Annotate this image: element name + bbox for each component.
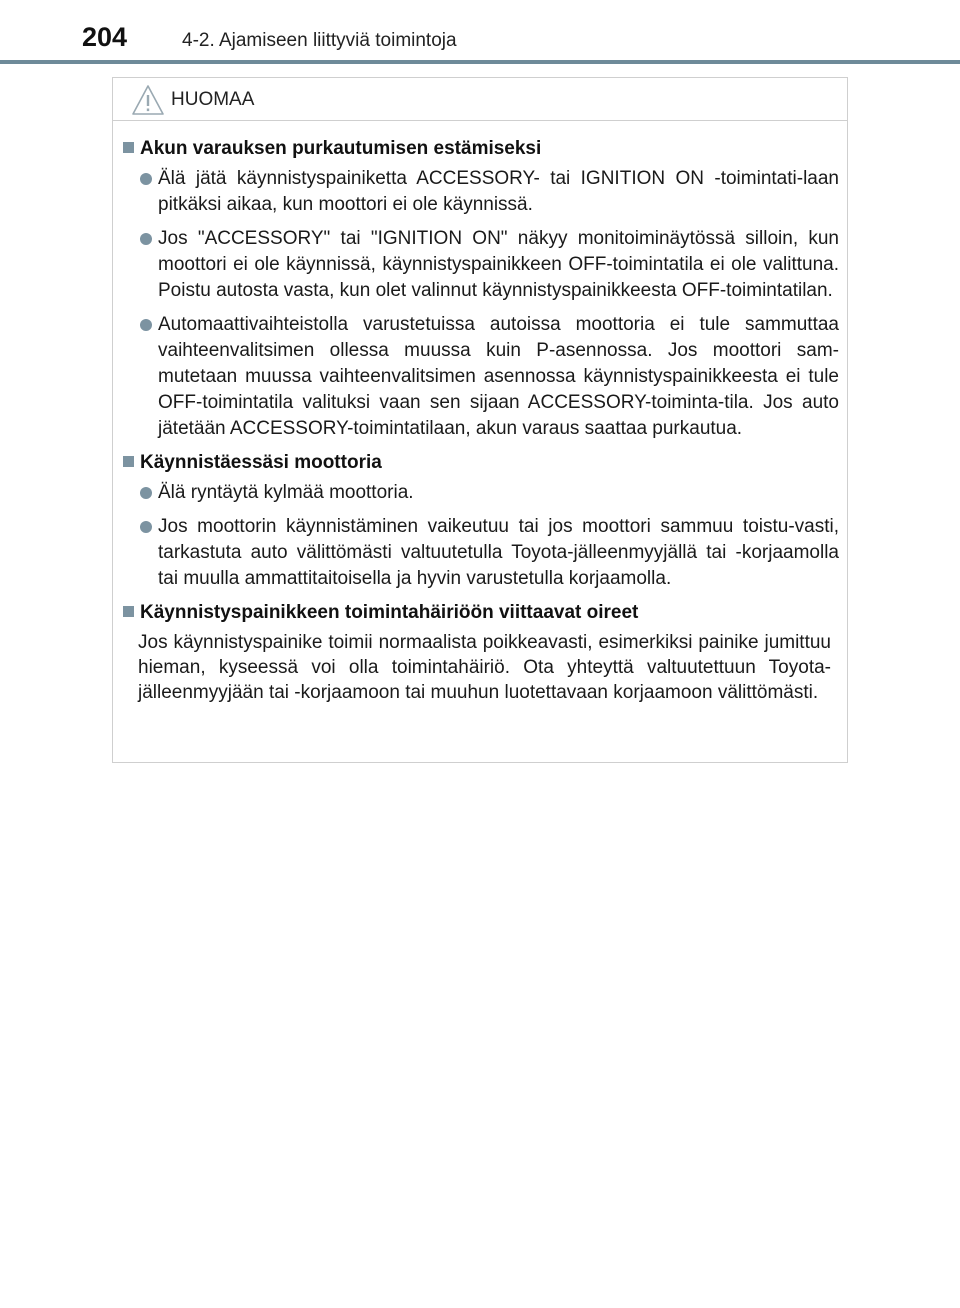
bullet-text: Jos "ACCESSORY" tai "IGNITION ON" näkyy monitoiminäytössä silloin, kun moottori ei ole käynnissä, käynnistyspainikkeen OFF-toimintatila ei ole valittuna. Poistu autosta vasta, kun olet valinnut käynnistyspainikkeesta OFF-toimintatilan. <box>158 228 839 301</box>
bullet-item <box>123 514 839 592</box>
circle-bullet-icon <box>140 521 152 533</box>
circle-bullet-icon <box>140 319 152 331</box>
section-paragraph: Jos käynnistyspainike toimii normaalista poikkeavasti, esimerkiksi painike jumittuu hieman, kyseessä voi olla toimintahäiriö. Ota yhteyttä valtuutettuun Toyota-jälleenmyyjään tai -korjaamoon tai muuhun luotettavaan korjaamoon välittömästi. <box>138 632 831 703</box>
page-header <box>0 0 960 64</box>
bullet-item <box>123 312 839 442</box>
section-heading <box>123 450 839 476</box>
warning-triangle-icon <box>131 84 165 116</box>
square-bullet-icon <box>123 606 134 617</box>
bullet-text: Älä ryntäytä kylmää moottoria. <box>158 482 414 503</box>
chapter-title: 4-2. Ajamiseen liittyviä toimintoja <box>182 30 457 51</box>
bullet-text: Jos moottorin käynnistäminen vaikeutuu tai jos moottori sammuu toistu-vasti, tarkastuta auto välittömästi valtuutetulla Toyota-jälleenmyyjällä tai -korjaamolla tai muulla ammattitaitoisella ja hyvin varustetulla korjaamolla. <box>158 516 839 589</box>
square-bullet-icon <box>123 142 134 153</box>
notice-header <box>113 78 847 121</box>
page-number: 204 <box>82 22 128 52</box>
notice-box <box>112 77 848 763</box>
circle-bullet-icon <box>140 487 152 499</box>
section-heading <box>123 600 839 626</box>
bullet-item <box>123 480 839 506</box>
circle-bullet-icon <box>140 233 152 245</box>
circle-bullet-icon <box>140 173 152 185</box>
notice-label: HUOMAA <box>171 89 255 110</box>
section-heading <box>123 136 839 162</box>
notice-content <box>113 120 847 705</box>
bullet-text: Älä jätä käynnistyspainiketta ACCESSORY- tai IGNITION ON -toimintati-laan pitkäksi aikaa, kun moottori ei ole käynnissä. <box>158 168 839 215</box>
section-heading-text: Käynnistyspainikkeen toimintahäiriöön viittaavat oireet <box>140 602 639 623</box>
square-bullet-icon <box>123 456 134 467</box>
bullet-item <box>123 166 839 218</box>
bullet-item <box>123 226 839 304</box>
bullet-text: Automaattivaihteistolla varustetuissa autoissa moottoria ei tule sammuttaa vaihteenvalitsimen ollessa muussa kuin P-asennossa. Jos moottori sam-mutetaan muussa vaihteenvalitsimen asennossa käynnistyspainikkeesta ei tule OFF-toimintatila valituksi vaan sen sijaan ACCESSORY-toiminta-tila. Jos auto jätetään ACCESSORY-toimintatilaan, akun varaus saattaa purkautua. <box>158 314 839 439</box>
section-heading-text: Akun varauksen purkautumisen estämiseksi <box>140 138 542 159</box>
header-rule <box>0 60 960 64</box>
section-heading-text: Käynnistäessäsi moottoria <box>140 452 382 473</box>
